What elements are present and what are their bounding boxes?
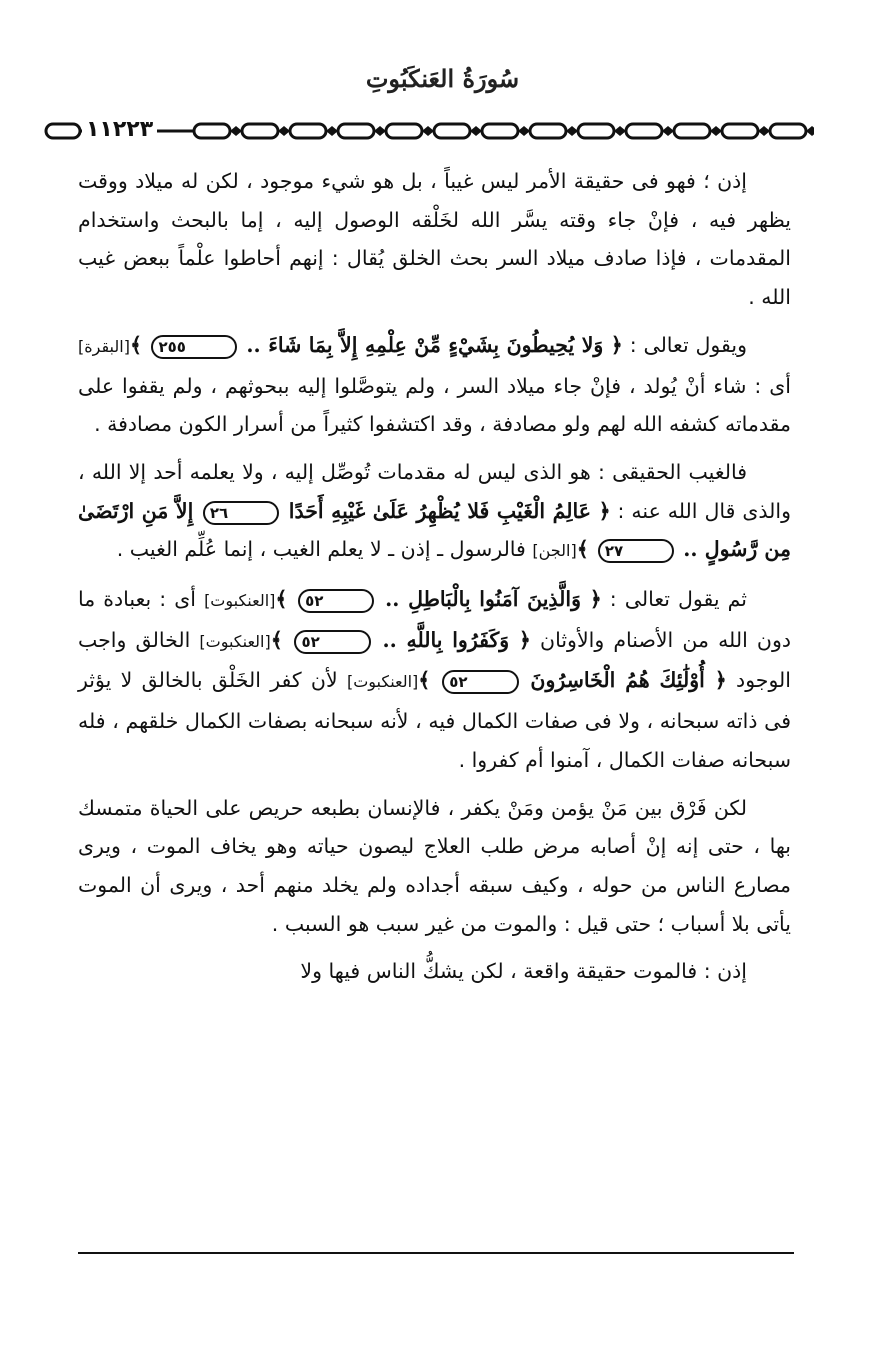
chain-link-oval — [674, 124, 710, 138]
chain-link-oval — [722, 124, 758, 138]
chain-link-diamond — [470, 126, 482, 136]
text: أى : بعبادة ما دون الله من الأصنام والأوثان — [78, 587, 791, 652]
text: ويقول تعالى : — [622, 332, 747, 357]
chain-link-diamond — [230, 126, 242, 136]
chain-link-diamond — [374, 126, 386, 136]
chain-link-diamond — [326, 126, 338, 136]
chain-link-oval — [578, 124, 614, 138]
chain-link-oval — [482, 124, 518, 138]
chain-link-oval — [194, 124, 230, 138]
text: أى : شاء أنْ يُولد ، فإنْ جاء ميلاد السر ، ولم يتوصَّلوا إليه ببحوثهم ، ولم يقفوا على مقدماته كشفه الله لهم ولو مصادفة ، وقد اكتشفوا كثيراً من أسرار الكون مصادفة . — [78, 373, 791, 437]
ayah-number: ٢٧ — [598, 539, 674, 563]
text: ثم يقول تعالى : — [601, 587, 747, 612]
surah-title: سُورَةُ العَنكَبُوتِ — [365, 64, 520, 93]
chain-link-diamond — [758, 126, 770, 136]
decorative-chain-border — [44, 116, 814, 148]
chain-link-oval — [242, 124, 278, 138]
text: لكن فَرْق بين مَنْ يؤمن ومَنْ يكفر ، فالإنسان بطبعه حريص على الحياة متمسك بها ، حتى إنه إنْ أصابه مرض طلب العلاج ليصون حياته وهو يخاف الموت ، ويرى مصارع الناس من حوله ، وكيف سبقه أجداده ولم يخلد منهم أحد ، ويرى أن الموت يأتى بلا أسباب ؛ حتى قيل : والموت من غير سبب هو السبب . — [78, 795, 791, 936]
paragraph-1 — [78, 162, 791, 317]
verse-close: ﴾ — [576, 537, 596, 562]
quran-verse: ﴿ وَكَفَرُوا بِاللَّهِ .. — [372, 627, 531, 652]
chain-link-diamond — [278, 126, 290, 136]
quran-verse: ﴿ أُوْلَٰئِكَ هُمُ الْخَاسِرُونَ — [520, 668, 727, 693]
surah-reference: [العنكبوت] — [199, 631, 271, 651]
ayah-number: ٢٦ — [203, 501, 279, 525]
paragraph-2 — [78, 326, 791, 444]
surah-reference: [العنكبوت] — [346, 672, 419, 692]
verse-close: ﴾ — [275, 587, 297, 612]
ayah-number: ٥٢ — [294, 630, 370, 654]
ayah-number: ٥٢ — [298, 589, 374, 613]
chain-link-oval — [626, 124, 662, 138]
quran-verse: ﴿ عَالِمُ الْغَيْبِ فَلا يُظْهِرُ عَلَىٰ غَيْبِهِ أَحَدًا — [281, 498, 611, 523]
quran-verse: إِلاَّ مَنِ ارْتَضَىٰ مِن رَّسُولٍ .. — [78, 498, 791, 562]
ayah-number: ٢٥٥ — [151, 335, 236, 359]
paragraph-6 — [78, 952, 791, 991]
chain-link-oval — [434, 124, 470, 138]
page-number: ١١٢٢٣ — [82, 115, 157, 145]
chain-link-oval — [386, 124, 422, 138]
verse-close: ﴾ — [418, 668, 441, 693]
text: فالرسول ـ إذن ـ لا يعلم الغيب ، إنما عُلِّم الغيب . — [116, 537, 533, 562]
chain-link-diamond — [662, 126, 674, 136]
surah-reference: [الجن] — [532, 541, 577, 561]
paragraph-5 — [78, 789, 791, 944]
text: الخالق واجب الوجود — [78, 627, 791, 693]
verse-close: ﴾ — [270, 627, 293, 652]
chain-link-oval — [338, 124, 374, 138]
chain-link-oval — [46, 124, 80, 138]
surah-reference: [البقرة] — [78, 336, 130, 356]
chain-link-oval — [530, 124, 566, 138]
footer-rule — [78, 1252, 794, 1254]
text: إذن ؛ فهو فى حقيقة الأمر ليس غيباً ، بل هو شيء موجود ، لكن له ميلاد ووقت يظهر فيه ، فإنْ جاء وقته يسَّر الله لخَلْقه الوصول إليه ، إما بالبحث واستخدام المقدمات ، فإذا صادف ميلاد السر بحث الخلق يُقال : إنهم أحاطوا علْماً ببعض غيب الله . — [78, 169, 791, 310]
quran-verse: ﴿ وَالَّذِينَ آمَنُوا بِالْبَاطِلِ .. — [376, 587, 602, 612]
chain-link-diamond — [806, 126, 814, 136]
quran-verse: ﴿ وَلا يُحِيطُونَ بِشَيْءٍ مِّنْ عِلْمِهِ إِلاَّ بِمَا شَاءَ .. — [238, 332, 623, 357]
chain-link-oval — [290, 124, 326, 138]
verse-close: ﴾ — [129, 332, 150, 357]
ayah-number: ٥٢ — [442, 670, 518, 694]
text: إذن : فالموت حقيقة واقعة ، لكن يشكُّ الناس فيها ولا — [300, 959, 747, 984]
paragraph-4 — [78, 580, 791, 780]
paragraph-3 — [78, 453, 791, 571]
chain-link-diamond — [566, 126, 578, 136]
text: فالغيب الحقيقى : هو الذى ليس له مقدمات تُوصِّل إليه ، ولا يعلمه أحد إلا الله ، والذى قال الله عنه : — [78, 459, 791, 523]
chain-link-diamond — [614, 126, 626, 136]
chain-link-diamond — [518, 126, 530, 136]
chain-link-diamond — [710, 126, 722, 136]
surah-reference: [العنكبوت] — [204, 591, 276, 611]
chain-link-oval — [770, 124, 806, 138]
text: لأن كفر الخَلْق بالخالق لا يؤثر فى ذاته سبحانه ، ولا فى صفات الكمال فيه ، لأنه سبحانه بصفات الكمال خلقهم ، فله سبحانه صفات الكمال ، آمنوا أم كفروا . — [78, 668, 791, 772]
chain-link-diamond — [422, 126, 434, 136]
main-text — [78, 162, 791, 1000]
